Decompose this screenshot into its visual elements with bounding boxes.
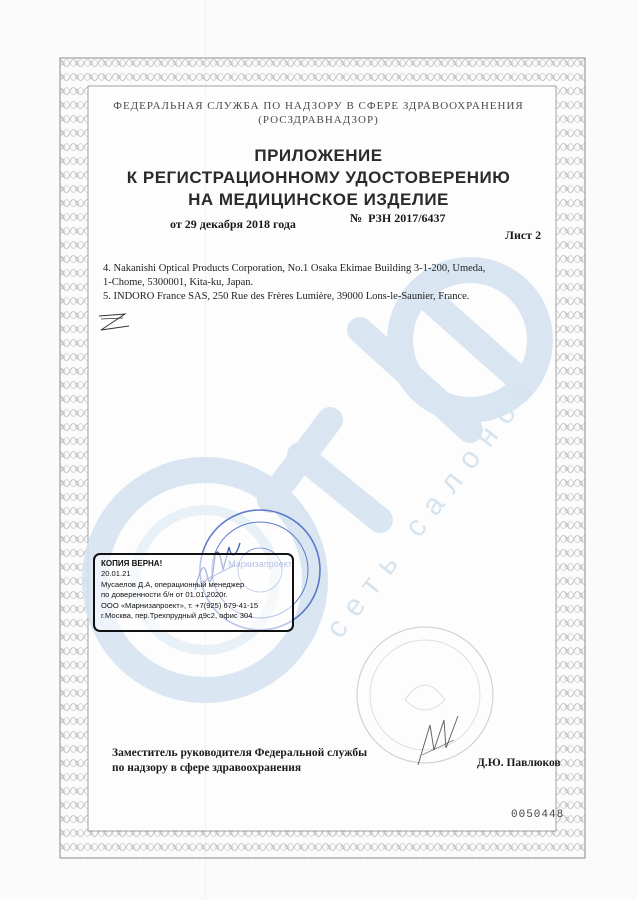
number-prefix: № xyxy=(350,211,363,225)
title-line-1: ПРИЛОЖЕНИЕ xyxy=(254,146,383,165)
signatory-line-1: Заместитель руководителя Федеральной службы xyxy=(112,747,368,759)
sheet-number: Лист 2 xyxy=(505,228,542,242)
signatory-title xyxy=(112,746,367,776)
copy-date: 20.01.21 xyxy=(101,569,131,579)
copy-certification-box xyxy=(93,553,294,632)
manufacturer-list xyxy=(103,262,563,304)
serial-number: 0050448 xyxy=(511,809,565,821)
svg-text:сеть салонов: сеть салонов xyxy=(319,365,548,645)
date-value: 29 декабря 2018 года xyxy=(184,217,296,231)
copy-line-2: по доверенности б/н от 01.01.2020г. xyxy=(101,590,228,600)
signatory-line-2: по надзору в сфере здравоохранения xyxy=(112,762,302,774)
title-line-2: К РЕГИСТРАЦИОННОМУ УДОСТОВЕРЕНИЮ xyxy=(126,168,511,187)
signatory-name: Д.Ю. Павлюков xyxy=(477,757,561,769)
handwritten-z-mark xyxy=(95,310,135,340)
agency-name: ФЕДЕРАЛЬНАЯ СЛУЖБА ПО НАДЗОРУ В СФЕРЕ ЗДРАВООХРАНЕНИЯ xyxy=(113,100,524,112)
copy-line-3: ООО «Марнизапроект», т. +7(925) 679-41-15 xyxy=(101,600,259,610)
item-5: 5. INDORO France SAS, 250 Rue des Frères Lumière, 39000 Lons-le-Saunier, France. xyxy=(103,291,470,302)
item-4-line-2: 1-Chome, 5300001, Kita-ku, Japan. xyxy=(103,277,254,288)
agency-abbrev: (РОСЗДРАВНАДЗОР) xyxy=(258,114,379,126)
number-value: РЗН 2017/6437 xyxy=(368,211,446,225)
copy-line-1: Мусаелов Д.А, операционный менеджер xyxy=(101,579,245,589)
registration-number xyxy=(350,211,446,226)
copy-heading: КОПИЯ ВЕРНА! xyxy=(101,559,163,568)
date-prefix: от xyxy=(170,217,182,231)
official-signature xyxy=(410,710,470,770)
title-line-3: НА МЕДИЦИНСКОЕ ИЗДЕЛИЕ xyxy=(188,190,449,209)
issue-date xyxy=(170,217,296,232)
item-4-line-1: 4. Nakanishi Optical Products Corporation, No.1 Osaka Ekimae Building 3-1-200, Umeda, xyxy=(103,263,486,274)
copy-line-4: г.Москва, пер.Трехпрудный д9с2, офис 304 xyxy=(101,611,253,621)
